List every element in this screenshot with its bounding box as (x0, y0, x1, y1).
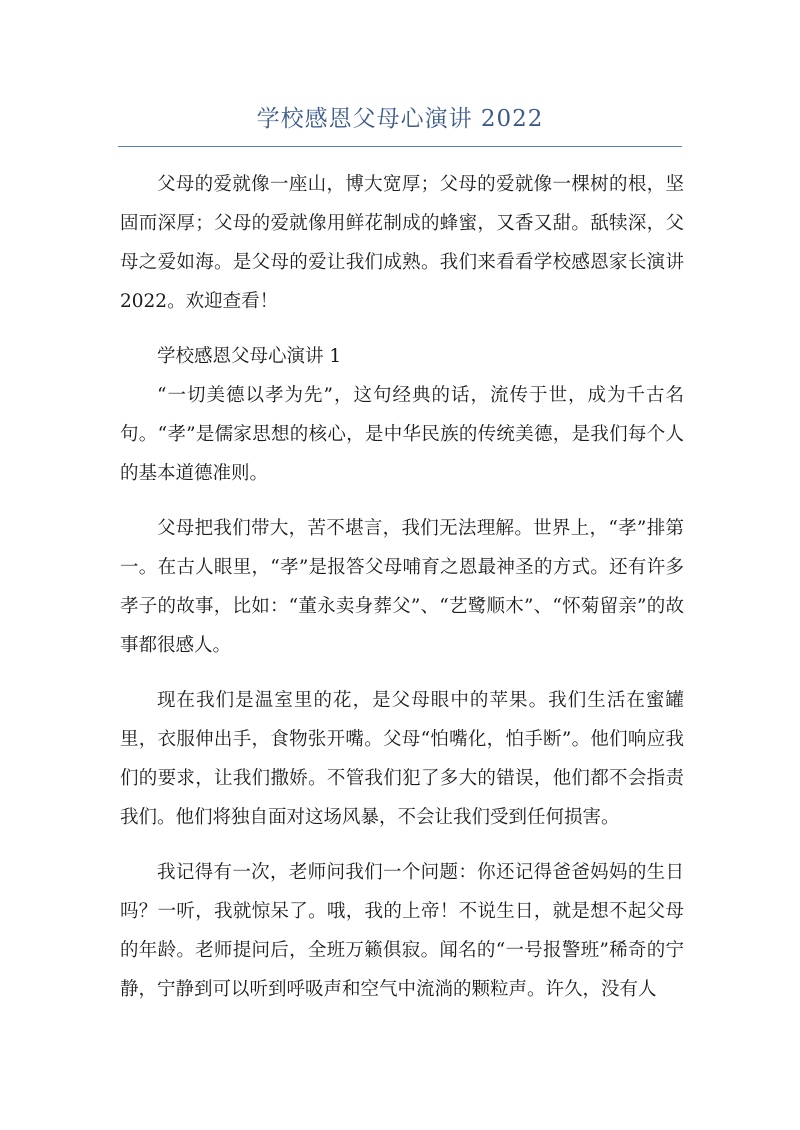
body-paragraph: 我记得有一次，老师问我们一个问题：你还记得爸爸妈妈的生日吗？一听，我就惊呆了。哦，我的上帝！不说生日，就是想不起父母的年龄。老师提问后，全班万籁俱寂。闻名的“一号报警班”稀奇的宁静，宁静到可以听到呼吸声和空气中流淌的颗粒声。许久，没有人 (120, 862, 684, 1000)
body-paragraph: 现在我们是温室里的花，是父母眼中的苹果。我们生活在蜜罐里，衣服伸出手，食物张开嘴。父母“怕嘴化，怕手断”。他们响应我们的要求，让我们撒娇。不管我们犯了多大的错误，他们都不会指责我们。他们将独自面对这场风暴，不会让我们受到任何损害。 (120, 690, 684, 828)
intro-paragraph: 父母的爱就像一座山，博大宽厚；父母的爱就像一棵树的根，坚固而深厚；父母的爱就像用鲜花制成的蜂蜜，又香又甜。舐犊深，父母之爱如海。是父母的爱让我们成熟。我们来看看学校感恩家长演讲 2022。欢迎查看！ (120, 174, 684, 312)
section-heading: 学校感恩父母心演讲 1 (157, 346, 342, 367)
document-title: 学校感恩父母心演讲 2022 (256, 106, 544, 132)
body-paragraph: “一切美德以孝为先”，这句经典的话，流传于世，成为千古名句。“孝”是儒家思想的核心，是中华民族的传统美德，是我们每个人的基本道德准则。 (120, 385, 684, 484)
title-underline (118, 146, 682, 147)
body-paragraph: 父母把我们带大，苦不堪言，我们无法理解。世界上，“孝”排第一。在古人眼里，“孝”是报答父母哺育之恩最神圣的方式。还有许多孝子的故事，比如：“董永卖身葬父”、“艺鹭顺木”、“怀菊留亲”的故事都很感人。 (120, 518, 684, 656)
document-body (120, 165, 684, 1009)
